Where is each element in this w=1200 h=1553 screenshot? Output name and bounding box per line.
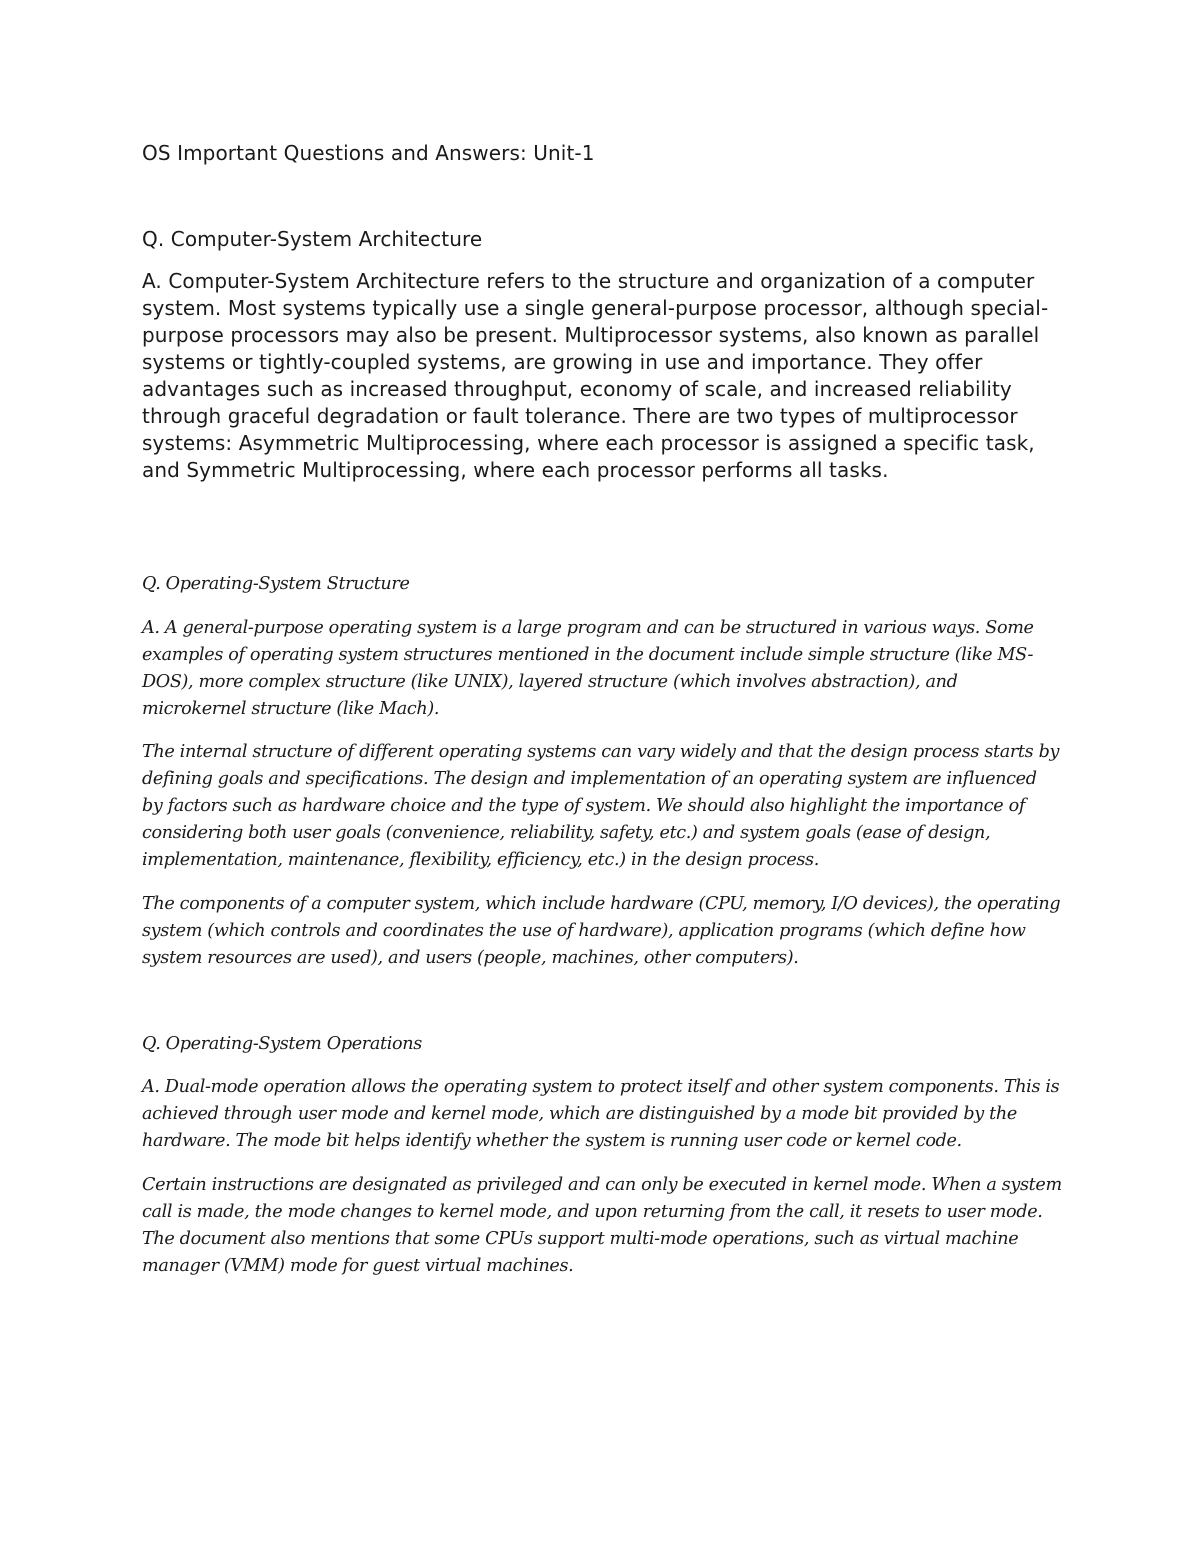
question-heading: Q. Operating-System Operations [142, 1034, 422, 1054]
answer-paragraph: The components of a computer system, which include hardware (CPU, memory, I/O devices), the operating system (which controls and coordinates the use of hardware), application programs (which define how system resources are used), and users (people, machines, other computers). [142, 894, 1061, 968]
answer-paragraph: A. Computer-System Architecture refers to the structure and organization of a computer system. Most systems typically use a single general-purpose processor, although special-purpose processors may also be present. Multiprocessor systems, also known as parallel systems or tightly-coupled systems, are growing in use and importance. They offer advantages such as increased throughput, economy of scale, and increased reliability through graceful degradation or fault tolerance. There are two types of multiprocessor systems: Asymmetric Multiprocessing, where each processor is assigned a specific task, and Symmetric Multiprocessing, where each processor performs all tasks. [142, 269, 1049, 482]
answer-paragraph: The internal structure of different operating systems can vary widely and that the design process starts by defining goals and specifications. The design and implementation of an operating system are influenced by factors such as hardware choice and the type of system. We should also highlight the importance of considering both user goals (convenience, reliability, safety, etc.) and system goals (ease of design, implementation, maintenance, flexibility, efficiency, etc.) in the design process. [142, 742, 1060, 870]
question-heading: Q. Computer-System Architecture [142, 227, 483, 251]
answer-paragraph: A. A general-purpose operating system is a large program and can be structured in various ways. Some examples of operating system structures mentioned in the document include simple structure (like MS-DOS), more complex structure (like UNIX), layered structure (which involves abstraction), and microkernel structure (like Mach). [142, 618, 1034, 719]
document-title: OS Important Questions and Answers: Unit-1 [142, 141, 595, 165]
answer-paragraph: Certain instructions are designated as privileged and can only be executed in kernel mode. When a system call is made, the mode changes to kernel mode, and upon returning from the call, it resets to user mode. The document also mentions that some CPUs support multi-mode operations, such as virtual machine manager (VMM) mode for guest virtual machines. [142, 1175, 1062, 1276]
answer-paragraph: A. Dual-mode operation allows the operating system to protect itself and other system components. This is achieved through user mode and kernel mode, which are distinguished by a mode bit provided by the hardware. The mode bit helps identify whether the system is running user code or kernel code. [142, 1077, 1060, 1151]
question-heading: Q. Operating-System Structure [142, 574, 410, 594]
